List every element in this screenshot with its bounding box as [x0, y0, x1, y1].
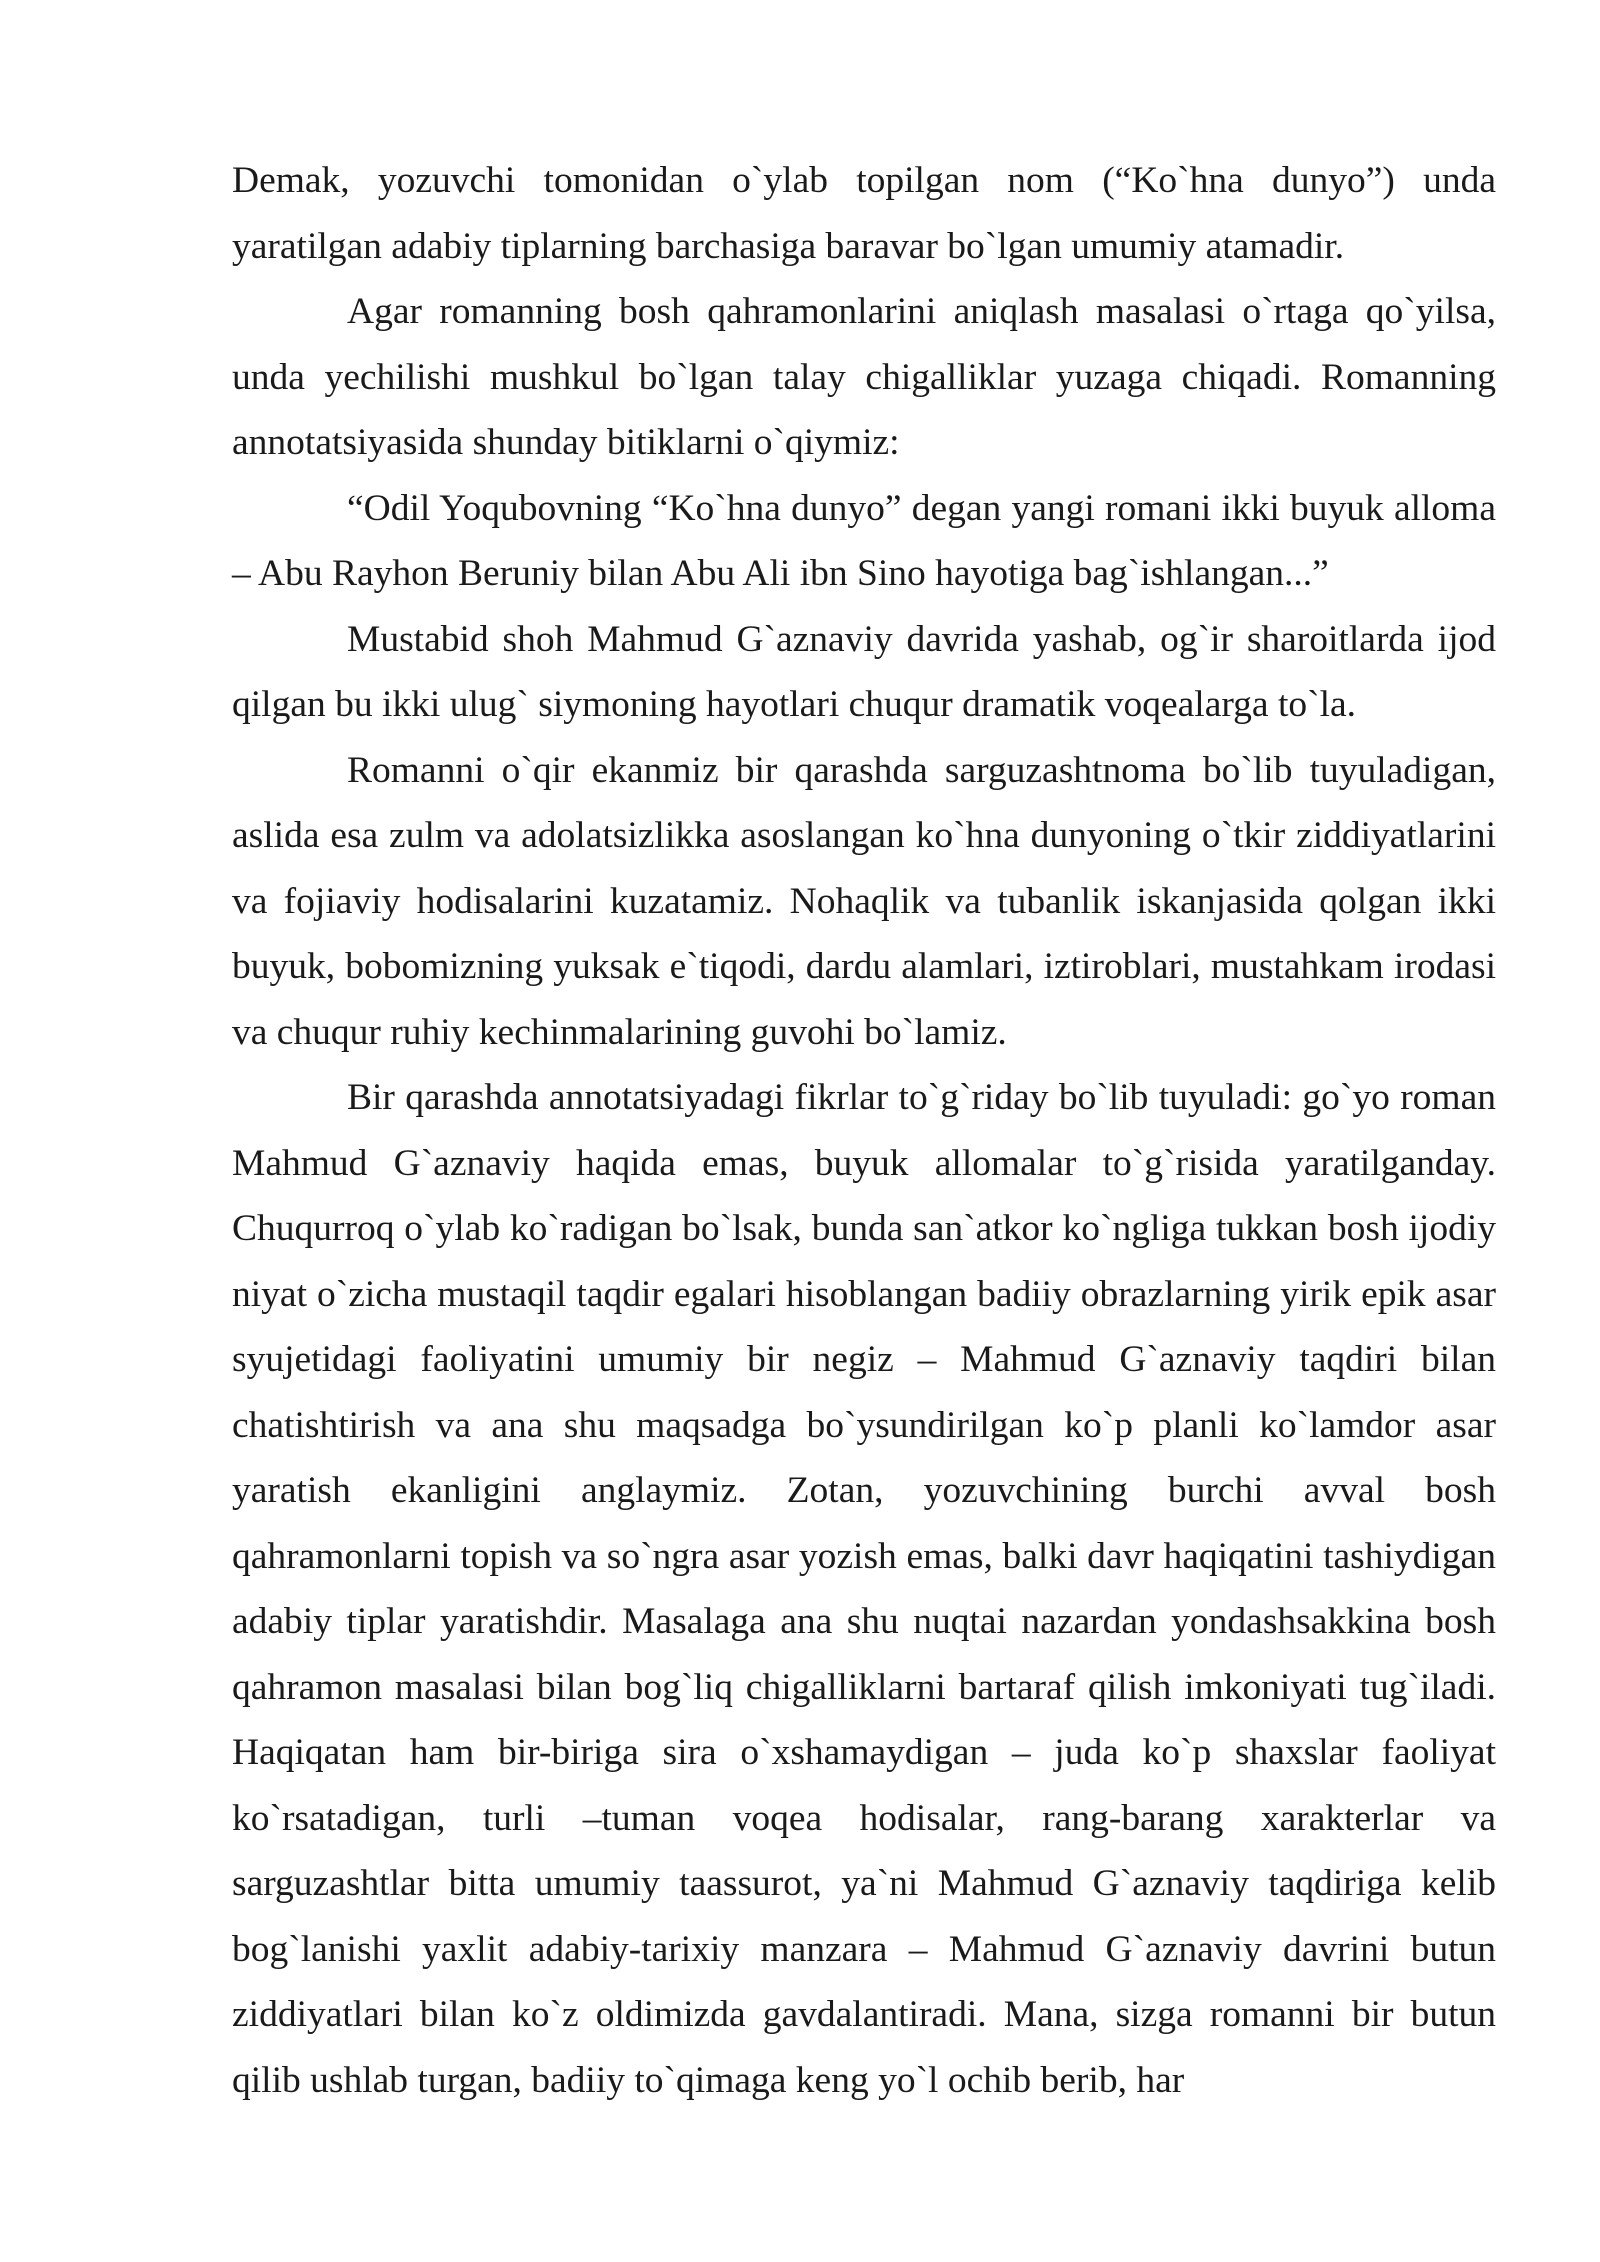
paragraph-6: Bir qarashda annotatsiyadagi fikrlar to`g`riday bo`lib tuyuladi: go`yo roman Mahmud G`aznaviy haqida emas, buyuk allomalar to`g`risida yaratilganday. Chuqurroq o`ylab ko`radigan bo`lsak, bunda san`atkor ko`ngliga tukkan bosh ijodiy niyat o`zicha mustaqil taqdir egalari hisoblangan badiiy obrazlarning yirik epik asar syujetidagi faoliyatini umumiy bir negiz – Mahmud G`aznaviy taqdiri bilan chatishtirish va ana shu maqsadga bo`ysundirilgan ko`p planli ko`lamdor asar yaratish ekanligini anglaymiz. Zotan, yozuvchining burchi avval bosh qahramonlarni topish va so`ngra asar yozish emas, balki davr haqiqatini tashiydigan adabiy tiplar yaratishdir. Masalaga ana shu nuqtai nazardan yondashsakkina bosh qahramon masalasi bilan bog`liq chigalliklarni bartaraf qilish imkoniyati tug`iladi. Haqiqatan ham bir-biriga sira o`xshamaydigan – juda ko`p shaxslar faoliyat ko`rsatadigan, turli –tuman voqea hodisalar, rang-barang xarakterlar va sarguzashtlar bitta umumiy taassurot, ya`ni Mahmud G`aznaviy taqdiriga kelib bog`lanishi yaxlit adabiy-tarixiy manzara – Mahmud G`aznaviy davrini butun ziddiyatlari bilan ko`z oldimizda gavdalantiradi. Mana, sizga romanni bir butun qilib ushlab turgan, badiiy to`qimaga keng yo`l ochib berib, har: [232, 1077, 1496, 2101]
paragraph-2: Agar romanning bosh qahramonlarini aniqlash masalasi o`rtaga qo`yilsa, unda yechilishi mushkul bo`lgan talay chigalliklar yuzaga chiqadi. Romanning annotatsiyasida shunday bitiklarni o`qiymiz:: [232, 291, 1496, 463]
paragraph-3-quote: “Odil Yoqubovning “Ko`hna dunyo” degan yangi romani ikki buyuk alloma – Abu Rayhon Beruniy bilan Abu Ali ibn Sino hayotiga bag`ishlangan...”: [232, 487, 1496, 594]
paragraph-1: Demak, yozuvchi tomonidan o`ylab topilgan nom (“Ko`hna dunyo”) unda yaratilgan adabiy tiplarning barchasiga baravar bo`lgan umumiy atamadir.: [232, 160, 1496, 267]
body-text: [232, 148, 1496, 2113]
paragraph-5: Romanni o`qir ekanmiz bir qarashda sarguzashtnoma bo`lib tuyuladigan, aslida esa zulm va adolatsizlikka asoslangan ko`hna dunyoning o`tkir ziddiyatlarini va fojiaviy hodisalarini kuzatamiz. Nohaqlik va tubanlik iskanjasida qolgan ikki buyuk, bobomizning yuksak e`tiqodi, dardu alamlari, iztiroblari, mustahkam irodasi va chuqur ruhiy kechinmalarining guvohi bo`lamiz.: [232, 749, 1496, 1053]
paragraph-4: Mustabid shoh Mahmud G`aznaviy davrida yashab, og`ir sharoitlarda ijod qilgan bu ikki ulug` siymoning hayotlari chuqur dramatik voqealarga to`la.: [232, 618, 1496, 725]
